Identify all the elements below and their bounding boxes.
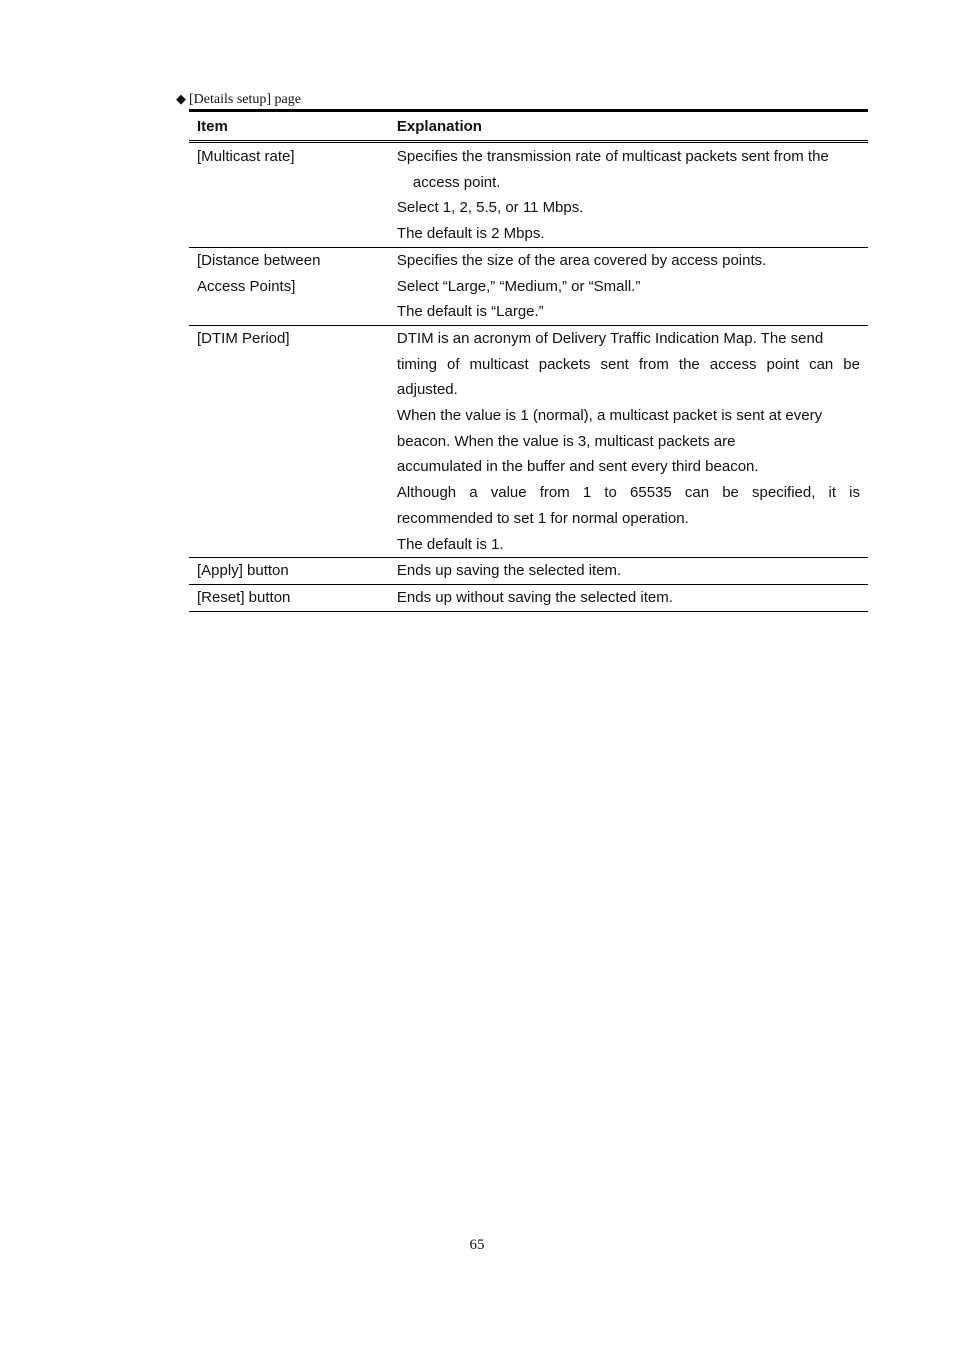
explanation-line: DTIM is an acronym of Delivery Traffic Indication Map. The send [396,329,824,347]
explanation-line: Specifies the size of the area covered by access points. [396,251,767,269]
explanation-line: Although a value from 1 to 65535 can be specified, it is [396,484,860,502]
table-row-distance-between-access-points [189,247,868,325]
item-cell [189,584,389,611]
explanation-cell [389,584,868,611]
table-row-reset-button [189,584,868,611]
item-cell [189,325,389,557]
item-line: [Distance between [197,251,321,269]
table-header-row [189,111,868,142]
explanation-line: Select 1, 2, 5.5, or 11 Mbps. [396,199,584,217]
explanation-line: access point. [412,173,501,191]
explanation-line: Ends up saving the selected item. [396,562,622,580]
table-row-apply-button [189,558,868,585]
page-number: 65 [469,1237,485,1253]
explanation-cell [389,325,868,557]
section-heading [176,91,301,109]
item-line: Access Points] [197,277,296,295]
explanation-cell [389,247,868,325]
explanation-line: Specifies the transmission rate of multicast packets sent from the [396,148,829,165]
column-header-explanation: Explanation [389,111,868,142]
explanation-line: The default is “Large.” [396,303,544,321]
item-line: [Multicast rate] [197,148,295,165]
item-line: [Apply] button [197,562,289,580]
explanation-cell [389,558,868,585]
explanation-line: beacon. When the value is 3, multicast packets are [396,432,736,450]
explanation-line: Select “Large,” “Medium,” or “Small.” [396,277,641,295]
explanation-line: recommended to set 1 for normal operation. [396,509,689,527]
diamond-bullet-icon: ◆ [176,92,186,107]
explanation-line: adjusted. [396,381,458,399]
item-cell [189,142,389,248]
explanation-line: timing of multicast packets sent from the access point can be [396,355,860,373]
table-row-dtim-period [189,325,868,557]
explanation-line: Ends up without saving the selected item. [396,588,673,606]
item-line: [Reset] button [197,588,291,606]
item-cell [189,247,389,325]
details-setup-table [189,109,868,612]
item-cell [189,558,389,585]
explanation-line: accumulated in the buffer and sent every third beacon. [396,458,759,476]
section-heading-text: [Details setup] page [189,92,301,107]
explanation-line: The default is 2 Mbps. [396,225,545,243]
explanation-cell [389,142,868,248]
table-row-multicast-rate [189,142,868,248]
explanation-line: The default is 1. [396,535,504,553]
column-header-item: Item [189,111,389,142]
item-line: [DTIM Period] [197,329,290,347]
explanation-line: When the value is 1 (normal), a multicast packet is sent at every [396,407,823,425]
